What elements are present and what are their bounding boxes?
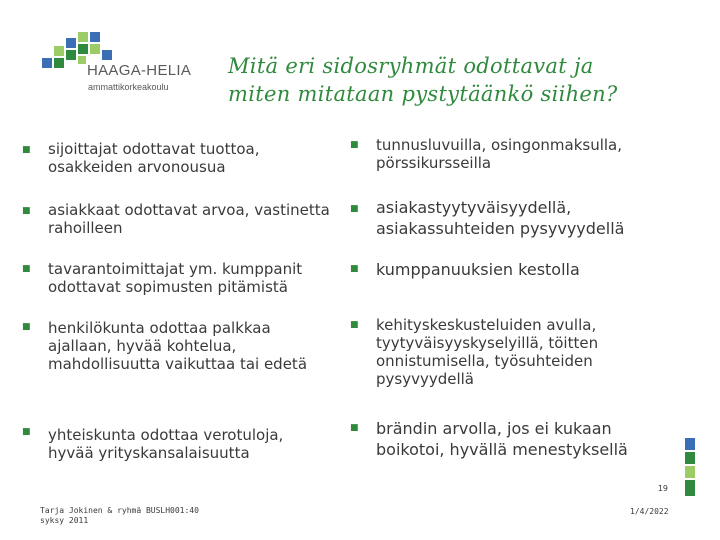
side-bar-block — [685, 452, 695, 464]
right-item-2-line-2: asiakassuhteiden pysyvyydellä — [376, 219, 625, 238]
left-item-1-line-2: osakkeiden arvonousua — [48, 158, 226, 176]
right-item-5 — [376, 418, 628, 460]
logo-subtitle: ammattikorkeakoulu — [88, 82, 169, 92]
bullet-icon: ■ — [350, 423, 359, 433]
bullet-icon: ■ — [350, 264, 359, 274]
side-bar-block — [685, 466, 695, 478]
right-item-4-line-2: tyytyväisyyskyselyillä, töitten — [376, 334, 599, 352]
page-number: 19 — [657, 484, 668, 493]
right-item-1 — [376, 136, 622, 172]
left-item-4-line-1: henkilökunta odottaa palkkaa — [48, 319, 271, 337]
side-bar-block — [685, 480, 695, 496]
footer-author-line-1: Tarja Jokinen & ryhmä BUSLH001:40 — [40, 506, 199, 515]
left-item-5-line-2: hyvää yrityskansalaisuutta — [48, 444, 250, 462]
bullet-icon: ■ — [22, 206, 31, 216]
right-item-3 — [376, 259, 580, 280]
right-item-4-line-1: kehityskeskusteluiden avulla, — [376, 316, 597, 334]
right-item-4-line-3: onnistumisella, työsuhteiden — [376, 352, 593, 370]
right-item-1-line-2: pörssikursseilla — [376, 154, 492, 172]
bullet-icon: ■ — [350, 140, 359, 150]
bullet-icon: ■ — [350, 320, 359, 330]
right-item-4 — [376, 316, 598, 388]
bullet-icon: ■ — [22, 145, 31, 155]
bullet-icon: ■ — [22, 322, 31, 332]
left-item-2 — [48, 201, 330, 237]
left-item-2-line-1: asiakkaat odottavat arvoa, vastinetta — [48, 201, 330, 219]
left-item-5 — [48, 426, 283, 462]
bullet-icon: ■ — [350, 204, 359, 214]
bullet-icon: ■ — [22, 264, 31, 274]
side-bar-block — [685, 438, 695, 450]
right-item-2-line-1: asiakastyytyväisyydellä, — [376, 198, 572, 217]
left-item-3-line-2: odottavat sopimusten pitämistä — [48, 278, 288, 296]
right-item-1-line-1: tunnusluvuilla, osingonmaksulla, — [376, 136, 622, 154]
left-item-3 — [48, 260, 302, 296]
left-item-1 — [48, 140, 259, 176]
footer-date: 1/4/2022 — [630, 507, 669, 516]
right-item-5-line-1: brändin arvolla, jos ei kukaan — [376, 419, 612, 438]
footer-author — [40, 506, 199, 526]
left-item-4 — [48, 319, 307, 373]
slide-title — [228, 52, 698, 108]
right-item-3-line-1: kumppanuuksien kestolla — [376, 260, 580, 279]
left-item-3-line-1: tavarantoimittajat ym. kumppanit — [48, 260, 303, 278]
logo-name: HAAGA-HELIA — [87, 62, 192, 79]
left-item-1-line-1: sijoittajat odottavat tuottoa, — [48, 140, 260, 158]
left-item-2-line-2: rahoilleen — [48, 219, 123, 237]
right-item-4-line-4: pysyvyydellä — [376, 370, 474, 388]
bullet-icon: ■ — [22, 427, 31, 437]
left-item-5-line-1: yhteiskunta odottaa verotuloja, — [48, 426, 284, 444]
title-line-1: Mitä eri sidosryhmät odottavat ja — [228, 54, 594, 78]
right-item-5-line-2: boikotoi, hyvällä menestyksellä — [376, 440, 628, 459]
title-line-2: miten mitataan pystytäänkö siihen? — [228, 82, 618, 106]
left-item-4-line-2: ajallaan, hyvää kohtelua, — [48, 337, 237, 355]
left-item-4-line-3: mahdollisuutta vaikuttaa tai edetä — [48, 355, 308, 373]
footer-author-line-2: syksy 2011 — [40, 516, 89, 525]
right-item-2 — [376, 197, 624, 239]
